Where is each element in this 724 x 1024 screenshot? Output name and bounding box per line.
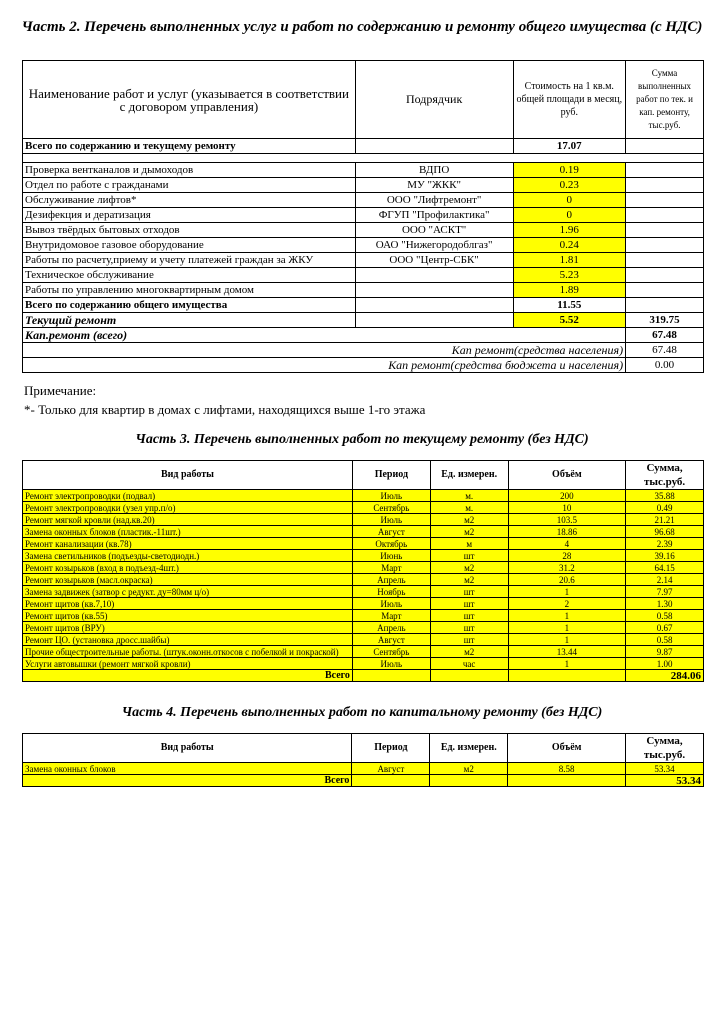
service-row (23, 283, 704, 298)
work-row (23, 490, 704, 502)
work-volume: 200 (508, 490, 626, 502)
header-contractor: Подрядчик (355, 61, 513, 139)
work-sum: 0.49 (626, 502, 704, 514)
current-repair-label: Текущий ремонт (23, 313, 356, 328)
service-row (23, 208, 704, 223)
work-period: Июль (352, 658, 430, 670)
service-row (23, 178, 704, 193)
work-row (23, 526, 704, 538)
work-unit: м. (430, 502, 508, 514)
header-name: Наименование работ и услуг (указывается в соответствии с договором управления) (23, 61, 356, 139)
service-cost: 0.19 (513, 163, 626, 178)
work-period: Август (352, 763, 430, 775)
work-name: Замена оконных блоков (пластик.-11шт.) (23, 526, 353, 538)
service-name: Внутридомовое газовое оборудование (23, 238, 356, 253)
work-name: Замена оконных блоков (23, 763, 352, 775)
work-unit: час (430, 658, 508, 670)
cap-repair-row (23, 328, 704, 343)
work-unit: шт (430, 634, 508, 646)
work-sum: 21.21 (626, 514, 704, 526)
work-sum: 39.16 (626, 550, 704, 562)
work-unit: м (430, 538, 508, 550)
note-title: Примечание: (24, 383, 97, 398)
cap-budget-sum: 0.00 (626, 358, 704, 373)
work-volume: 2 (508, 598, 626, 610)
header-period: Период (352, 734, 430, 763)
part4-title: Часть 4. Перечень выполненных работ по капитальному ремонту (без НДС) (121, 705, 603, 720)
service-name: Обслуживание лифтов* (23, 193, 356, 208)
work-row (23, 562, 704, 574)
work-sum: 1.00 (626, 658, 704, 670)
work-period: Март (352, 610, 430, 622)
service-cost: 0 (513, 193, 626, 208)
work-volume: 1 (508, 634, 626, 646)
header-work: Вид работы (23, 461, 353, 490)
service-cost: 0 (513, 208, 626, 223)
work-unit: шт (430, 550, 508, 562)
service-row (23, 193, 704, 208)
service-row (23, 223, 704, 238)
service-row (23, 268, 704, 283)
work-name: Ремонт щитов (кв.7,10) (23, 598, 353, 610)
work-unit: шт (430, 586, 508, 598)
service-name: Проверка вентканалов и дымоходов (23, 163, 356, 178)
work-unit: м2 (430, 646, 508, 658)
work-period: Август (352, 526, 430, 538)
work-sum: 35.88 (626, 490, 704, 502)
cap-repair-label: Кап.ремонт (всего) (23, 328, 356, 343)
work-unit: м2 (430, 562, 508, 574)
work-period: Сентябрь (352, 502, 430, 514)
work-volume: 1 (508, 622, 626, 634)
work-unit: м2 (430, 763, 508, 775)
work-name: Ремонт канализации (кв.78) (23, 538, 353, 550)
work-name: Ремонт щитов (кв.55) (23, 610, 353, 622)
work-volume: 1 (508, 610, 626, 622)
part3-total-label: Всего (23, 670, 353, 682)
work-name: Ремонт козырьков (вход в подъезд-4шт.) (23, 562, 353, 574)
header-sum: Сумма выполненных работ по тек. и кап. ремонту, тыс.руб. (626, 61, 704, 139)
cap-population-sum: 67.48 (626, 343, 704, 358)
work-period: Июль (352, 598, 430, 610)
part3-work-rows (23, 490, 704, 670)
service-cost: 0.23 (513, 178, 626, 193)
work-volume: 28 (508, 550, 626, 562)
cap-repair-sum: 67.48 (626, 328, 704, 343)
work-volume: 103.5 (508, 514, 626, 526)
work-volume: 1 (508, 586, 626, 598)
work-sum: 64.15 (626, 562, 704, 574)
work-sum: 96.68 (626, 526, 704, 538)
service-row (23, 238, 704, 253)
work-period: Апрель (352, 622, 430, 634)
work-row (23, 550, 704, 562)
work-row (23, 763, 704, 775)
work-row (23, 634, 704, 646)
work-unit: м2 (430, 574, 508, 586)
work-name: Замена задвижек (затвор с редукт. ду=80мм ц/о) (23, 586, 353, 598)
work-row (23, 574, 704, 586)
work-unit: шт (430, 598, 508, 610)
total-common-row (23, 298, 704, 313)
part4-work-rows (23, 763, 704, 775)
work-volume: 20.6 (508, 574, 626, 586)
work-period: Март (352, 562, 430, 574)
header-volume: Объём (508, 461, 626, 490)
service-cost: 0.24 (513, 238, 626, 253)
work-name: Ремонт электропроводки (узел упр.п/о) (23, 502, 353, 514)
work-row (23, 658, 704, 670)
cap-budget-row (23, 358, 704, 373)
work-row (23, 610, 704, 622)
header-unit: Ед. измерен. (430, 461, 508, 490)
header-sum: Сумма, тыс.руб. (626, 734, 704, 763)
work-volume: 13.44 (508, 646, 626, 658)
work-unit: м2 (430, 526, 508, 538)
work-period: Июнь (352, 550, 430, 562)
service-contractor (355, 268, 513, 283)
work-volume: 1 (508, 658, 626, 670)
total-maintenance-row (23, 139, 704, 154)
service-cost: 1.81 (513, 253, 626, 268)
header-cost: Стоимость на 1 кв.м. общей площади в месяц, руб. (513, 61, 626, 139)
header-period: Период (352, 461, 430, 490)
cap-population-label: Кап ремонт(средства населения) (23, 343, 626, 358)
total-maintenance-cost: 17.07 (513, 139, 626, 154)
work-sum: 0.58 (626, 610, 704, 622)
separator-row (23, 154, 704, 163)
service-contractor: ОАО "Нижегородоблгаз" (355, 238, 513, 253)
work-unit: м2 (430, 514, 508, 526)
service-row (23, 163, 704, 178)
work-unit: шт (430, 610, 508, 622)
service-contractor: ВДПО (355, 163, 513, 178)
work-volume: 18.86 (508, 526, 626, 538)
work-row (23, 538, 704, 550)
work-sum: 1.30 (626, 598, 704, 610)
current-repair-cost: 5.52 (513, 313, 626, 328)
work-unit: шт (430, 622, 508, 634)
service-contractor: МУ "ЖКК" (355, 178, 513, 193)
current-repair-row (23, 313, 704, 328)
work-row (23, 622, 704, 634)
work-row (23, 598, 704, 610)
service-cost: 1.89 (513, 283, 626, 298)
work-name: Ремонт электропроводки (подвал) (23, 490, 353, 502)
part2-service-rows (23, 163, 704, 298)
work-name: Ремонт козырьков (масл.окраска) (23, 574, 353, 586)
part4-total-sum: 53.34 (626, 775, 704, 787)
work-name: Услуги автовышки (ремонт мягкой кровли) (23, 658, 353, 670)
work-volume: 8.58 (508, 763, 626, 775)
part4-total-row (23, 775, 704, 787)
part3-title: Часть 3. Перечень выполненных работ по текущему ремонту (без НДС) (135, 432, 589, 447)
part3-table (22, 460, 704, 682)
work-volume: 31.2 (508, 562, 626, 574)
part3-total-sum: 284.06 (626, 670, 704, 682)
service-contractor: ООО "Центр-СБК" (355, 253, 513, 268)
work-volume: 10 (508, 502, 626, 514)
work-period: Июль (352, 490, 430, 502)
part4-total-label: Всего (23, 775, 352, 787)
service-name: Отдел по работе с гражданами (23, 178, 356, 193)
work-row (23, 646, 704, 658)
work-name: Ремонт щитов (ВРУ) (23, 622, 353, 634)
service-name: Работы по управлению многоквартирным домом (23, 283, 356, 298)
work-sum: 53.34 (626, 763, 704, 775)
work-sum: 9.87 (626, 646, 704, 658)
work-row (23, 586, 704, 598)
cap-population-row (23, 343, 704, 358)
part2-header-row (23, 61, 704, 139)
service-name: Работы по расчету,приему и учету платежей граждан за ЖКУ (23, 253, 356, 268)
work-period: Апрель (352, 574, 430, 586)
work-period: Сентябрь (352, 646, 430, 658)
work-name: Прочие общестроительные работы. (штук.оконн.откосов с побелкой и покраской) (23, 646, 353, 658)
header-unit: Ед. измерен. (430, 734, 508, 763)
work-row (23, 514, 704, 526)
total-common-label: Всего по содержанию общего имущества (23, 298, 356, 313)
work-volume: 4 (508, 538, 626, 550)
service-contractor: ООО "АСКТ" (355, 223, 513, 238)
service-cost: 1.96 (513, 223, 626, 238)
work-period: Июль (352, 514, 430, 526)
part3-total-row (23, 670, 704, 682)
work-unit: м. (430, 490, 508, 502)
total-common-cost: 11.55 (513, 298, 626, 313)
work-sum: 2.14 (626, 574, 704, 586)
part4-header-row (23, 734, 704, 763)
service-contractor (355, 283, 513, 298)
work-sum: 0.58 (626, 634, 704, 646)
cap-budget-label: Кап ремонт(средства бюджета и населения) (23, 358, 626, 373)
part2-title: Часть 2. Перечень выполненных услуг и работ по содержанию и ремонту общего имущества (с НДС) (21, 19, 703, 35)
service-cost: 5.23 (513, 268, 626, 283)
service-name: Вывоз твёрдых бытовых отходов (23, 223, 356, 238)
work-name: Ремонт мягкой кровли (над.кв.20) (23, 514, 353, 526)
note-text: *- Только для квартир в домах с лифтами, находящихся выше 1-го этажа (24, 402, 426, 417)
work-sum: 2.39 (626, 538, 704, 550)
current-repair-sum: 319.75 (626, 313, 704, 328)
header-sum: Сумма, тыс.руб. (626, 461, 704, 490)
service-name: Техническое обслуживание (23, 268, 356, 283)
service-name: Дезифекция и дератизация (23, 208, 356, 223)
work-name: Ремонт ЦО. (установка дросс.шайбы) (23, 634, 353, 646)
part4-table (22, 733, 704, 787)
work-row (23, 502, 704, 514)
header-volume: Объём (508, 734, 626, 763)
header-work: Вид работы (23, 734, 352, 763)
part3-header-row (23, 461, 704, 490)
work-period: Август (352, 634, 430, 646)
work-period: Ноябрь (352, 586, 430, 598)
work-period: Октябрь (352, 538, 430, 550)
service-contractor: ООО "Лифтремонт" (355, 193, 513, 208)
service-contractor: ФГУП "Профилактика" (355, 208, 513, 223)
work-name: Замена светильников (подъезды-светодиодн.) (23, 550, 353, 562)
work-sum: 0.67 (626, 622, 704, 634)
work-sum: 7.97 (626, 586, 704, 598)
part2-table (22, 60, 704, 373)
service-row (23, 253, 704, 268)
total-maintenance-label: Всего по содержанию и текущему ремонту (23, 139, 356, 154)
